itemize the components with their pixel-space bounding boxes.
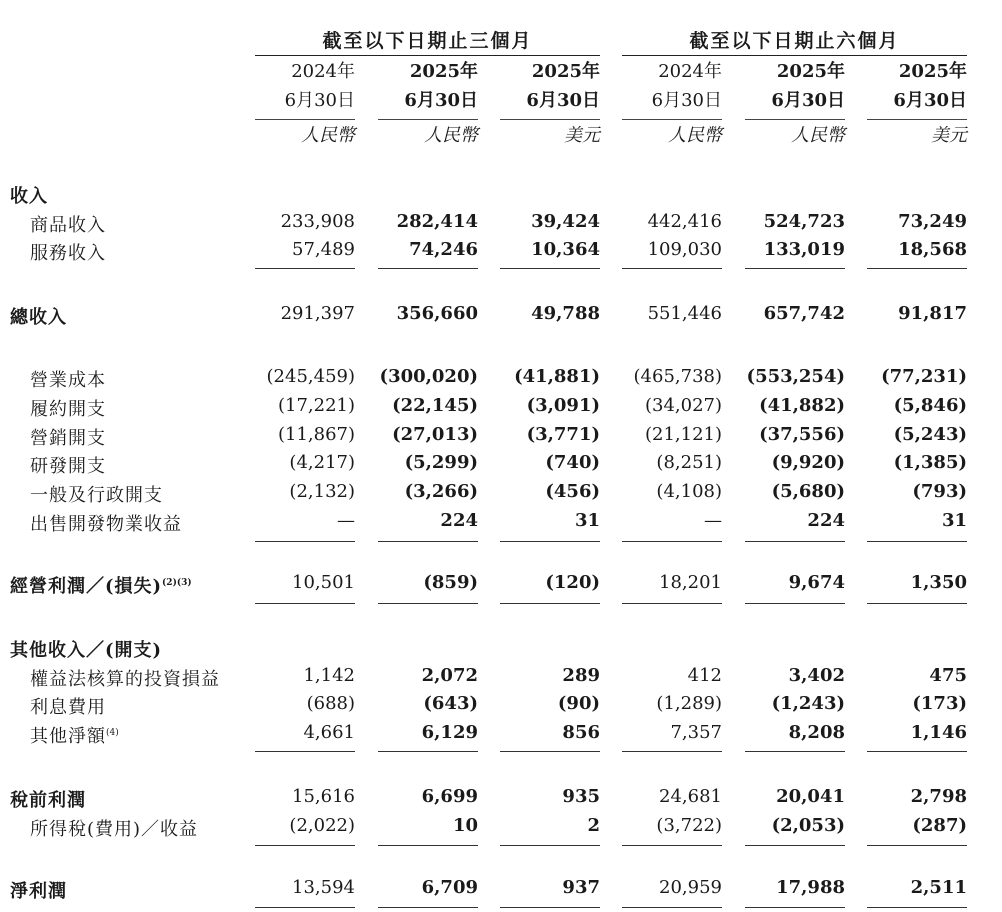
cell-value: (2,022) (289, 815, 355, 836)
cell-value: 18,568 (898, 239, 967, 260)
subtotal-rule (255, 907, 355, 908)
subtotal-rule (622, 845, 722, 846)
table-row-g-and-a (0, 481, 1002, 507)
cell-value: (643) (423, 693, 478, 714)
subtotal-rule (255, 268, 355, 269)
row-label (30, 452, 106, 478)
row-label-text: 收入 (10, 186, 48, 207)
column-date: 6月30日 (651, 90, 722, 111)
column-date: 6月30日 (771, 90, 845, 111)
cell-value: (173) (912, 693, 967, 714)
row-label-text: 其他收入／(開支) (10, 640, 163, 661)
cell-value: 133,019 (763, 239, 845, 260)
cell-value: 856 (562, 722, 600, 743)
row-label-text: 一般及行政開支 (30, 485, 163, 506)
subtotal-rule (500, 268, 600, 269)
cell-value: 6,699 (421, 786, 478, 807)
cell-value: 935 (562, 786, 600, 807)
subtotal-rule (378, 541, 478, 542)
cell-value: 109,030 (647, 239, 722, 260)
group-underline-three-months (255, 55, 600, 56)
cell-value: 282,414 (396, 211, 478, 232)
column-date: 6月30日 (284, 90, 355, 111)
column-year: 2025年 (531, 61, 600, 82)
row-label (30, 665, 220, 691)
cell-value: 2 (587, 815, 600, 836)
footnote-marker: (2)(3) (162, 578, 192, 588)
cell-value: 937 (562, 877, 600, 898)
cell-value: (859) (423, 572, 478, 593)
column-underline (622, 119, 722, 120)
cell-value: (37,556) (759, 424, 845, 445)
row-label-text: 淨利潤 (10, 881, 67, 902)
cell-value: 1,146 (910, 722, 967, 743)
subtotal-rule (500, 751, 600, 752)
cell-value: 10,501 (292, 572, 355, 593)
subtotal-rule (867, 603, 967, 604)
cell-value: 91,817 (898, 303, 967, 324)
cell-value: 475 (929, 665, 967, 686)
row-label-text: 權益法核算的投資損益 (30, 669, 220, 690)
table-row-interest-expense (0, 693, 1002, 719)
subtotal-rule (378, 845, 478, 846)
cell-value: 8,208 (788, 722, 845, 743)
subtotal-rule (622, 603, 722, 604)
cell-value: 49,788 (531, 303, 600, 324)
row-label-text: 利息費用 (30, 697, 106, 718)
row-label (30, 211, 106, 237)
cell-value: (34,027) (644, 395, 722, 416)
row-label-text: 稅前利潤 (10, 790, 86, 811)
table-row-pretax-profit (0, 786, 1002, 812)
cell-value: 9,674 (788, 572, 845, 593)
cell-value: (1,243) (771, 693, 845, 714)
row-label-text: 服務收入 (30, 243, 106, 264)
cell-value: 17,988 (776, 877, 845, 898)
row-label (30, 366, 106, 392)
cell-value: (245,459) (266, 366, 355, 387)
subtotal-rule (745, 603, 845, 604)
cell-value: 57,489 (292, 239, 355, 260)
footnote-marker: (4) (106, 728, 119, 738)
cell-value: 31 (574, 510, 600, 531)
subtotal-rule (867, 751, 967, 752)
cell-value: 224 (440, 510, 478, 531)
table-row-property-gain (0, 510, 1002, 536)
row-label (30, 395, 106, 421)
cell-value: 74,246 (409, 239, 478, 260)
row-label-text: 商品收入 (30, 215, 106, 236)
cell-value: (1,289) (656, 693, 722, 714)
subtotal-rule (622, 541, 722, 542)
cell-value: 6,709 (421, 877, 478, 898)
column-date: 6月30日 (404, 90, 478, 111)
row-label-text: 營銷開支 (30, 428, 106, 449)
subtotal-rule (500, 541, 600, 542)
row-label-text: 總收入 (10, 307, 67, 328)
group-header-three-months: 截至以下日期止三個月 (322, 30, 533, 52)
row-label (10, 303, 67, 329)
cell-value: 442,416 (647, 211, 722, 232)
cell-value: (2,053) (771, 815, 845, 836)
column-date: 6月30日 (893, 90, 967, 111)
table-row-equity-method (0, 665, 1002, 691)
cell-value: 224 (807, 510, 845, 531)
subtotal-rule (867, 268, 967, 269)
cell-value: 2,072 (421, 665, 478, 686)
table-row-cost-of-revenue (0, 366, 1002, 392)
subtotal-rule (378, 268, 478, 269)
cell-value: (456) (545, 481, 600, 502)
cell-value: (300,020) (379, 366, 478, 387)
column-underline (867, 119, 967, 120)
group-header-six-months: 截至以下日期止六個月 (689, 30, 900, 52)
subtotal-rule (500, 907, 600, 908)
column-underline (500, 119, 600, 120)
table-row-rnd (0, 452, 1002, 478)
cell-value: (5,243) (893, 424, 967, 445)
cell-value: (740) (545, 452, 600, 473)
cell-value: 20,959 (659, 877, 722, 898)
cell-value: (3,091) (526, 395, 600, 416)
table-row-product-revenue (0, 211, 1002, 237)
column-year: 2025年 (898, 61, 967, 82)
subtotal-rule (622, 268, 722, 269)
cell-value: 39,424 (531, 211, 600, 232)
cell-value: 289 (562, 665, 600, 686)
cell-value: (2,132) (289, 481, 355, 502)
subtotal-rule (745, 541, 845, 542)
table-row-operating-profit (0, 572, 1002, 598)
cell-value: 24,681 (659, 786, 722, 807)
cell-value: 7,357 (670, 722, 722, 743)
subtotal-rule (622, 751, 722, 752)
row-label (30, 815, 198, 841)
table-row-service-revenue (0, 239, 1002, 265)
row-label-text: 所得稅(費用)／收益 (30, 819, 199, 840)
cell-value: 233,908 (280, 211, 355, 232)
cell-value: 356,660 (396, 303, 478, 324)
column-underline (255, 119, 355, 120)
column-year: 2024年 (658, 61, 722, 82)
subtotal-rule (867, 845, 967, 846)
column-currency: 人民幣 (668, 125, 722, 146)
cell-value: (1,385) (893, 452, 967, 473)
cell-value: (77,231) (881, 366, 967, 387)
table-row-fulfillment (0, 395, 1002, 421)
cell-value: 31 (941, 510, 967, 531)
cell-value: (11,867) (277, 424, 355, 445)
cell-value: (9,920) (771, 452, 845, 473)
cell-value: (4,217) (289, 452, 355, 473)
cell-value: (5,846) (893, 395, 967, 416)
cell-value: 4,661 (303, 722, 355, 743)
subtotal-rule (745, 751, 845, 752)
cell-value: 6,129 (421, 722, 478, 743)
subtotal-rule (378, 751, 478, 752)
column-underline (745, 119, 845, 120)
cell-value: 15,616 (292, 786, 355, 807)
cell-value: — (337, 510, 355, 531)
table-row-net-profit (0, 877, 1002, 903)
row-label-text: 營業成本 (30, 370, 106, 391)
row-label (10, 572, 192, 598)
cell-value: 524,723 (763, 211, 845, 232)
subtotal-rule (867, 541, 967, 542)
row-label (10, 786, 86, 812)
cell-value: (287) (912, 815, 967, 836)
subtotal-rule (255, 845, 355, 846)
row-label (10, 182, 48, 208)
column-underline (378, 119, 478, 120)
row-label (30, 693, 106, 719)
subtotal-rule (255, 541, 355, 542)
column-year: 2025年 (776, 61, 845, 82)
subtotal-rule (745, 907, 845, 908)
row-label-text: 出售開發物業收益 (30, 514, 182, 535)
row-label-text: 研發開支 (30, 456, 106, 477)
column-currency: 人民幣 (424, 125, 478, 146)
table-row-revenue-header (0, 182, 1002, 208)
row-label (30, 481, 163, 507)
cell-value: 3,402 (788, 665, 845, 686)
cell-value: (8,251) (656, 452, 722, 473)
cell-value: (553,254) (746, 366, 845, 387)
table-row-income-tax (0, 815, 1002, 841)
column-year: 2025年 (409, 61, 478, 82)
cell-value: 1,350 (910, 572, 967, 593)
cell-value: 291,397 (280, 303, 355, 324)
row-label (10, 636, 162, 662)
subtotal-rule (745, 268, 845, 269)
cell-value: (4,108) (656, 481, 722, 502)
cell-value: (21,121) (644, 424, 722, 445)
table-row-total-revenue (0, 303, 1002, 329)
cell-value: (688) (306, 693, 355, 714)
row-label (30, 510, 182, 536)
cell-value: 657,742 (763, 303, 845, 324)
row-label (30, 424, 106, 450)
group-underline-six-months (622, 55, 967, 56)
column-currency: 人民幣 (791, 125, 845, 146)
subtotal-rule (500, 603, 600, 604)
cell-value: 20,041 (776, 786, 845, 807)
cell-value: (90) (557, 693, 600, 714)
cell-value: (27,013) (392, 424, 478, 445)
table-row-marketing (0, 424, 1002, 450)
cell-value: 73,249 (898, 211, 967, 232)
subtotal-rule (622, 907, 722, 908)
subtotal-rule (255, 603, 355, 604)
column-year: 2024年 (291, 61, 355, 82)
table-row-others-net (0, 722, 1002, 748)
table-row-other-header (0, 636, 1002, 662)
cell-value: (465,738) (633, 366, 722, 387)
column-date: 6月30日 (526, 90, 600, 111)
cell-value: 1,142 (303, 665, 355, 686)
subtotal-rule (378, 603, 478, 604)
cell-value: (41,882) (759, 395, 845, 416)
subtotal-rule (745, 845, 845, 846)
column-currency: 美元 (564, 125, 600, 146)
cell-value: 10,364 (531, 239, 600, 260)
subtotal-rule (255, 751, 355, 752)
column-currency: 人民幣 (301, 125, 355, 146)
row-label-text: 其他淨額 (30, 726, 106, 747)
subtotal-rule (378, 907, 478, 908)
row-label-text: 經營利潤／(損失) (10, 576, 163, 597)
subtotal-rule (500, 845, 600, 846)
cell-value: 412 (687, 665, 722, 686)
row-label-text: 履約開支 (30, 399, 106, 420)
subtotal-rule (867, 907, 967, 908)
cell-value: (3,771) (526, 424, 600, 445)
cell-value: 551,446 (647, 303, 722, 324)
cell-value: 2,798 (910, 786, 967, 807)
cell-value: 10 (452, 815, 478, 836)
cell-value: (41,881) (514, 366, 600, 387)
row-label (10, 877, 67, 903)
cell-value: (5,680) (771, 481, 845, 502)
row-label (30, 722, 119, 748)
cell-value: (22,145) (392, 395, 478, 416)
cell-value: (3,266) (404, 481, 478, 502)
cell-value: (5,299) (404, 452, 478, 473)
cell-value: (793) (912, 481, 967, 502)
cell-value: — (704, 510, 722, 531)
cell-value: 18,201 (659, 572, 722, 593)
cell-value: 2,511 (910, 877, 967, 898)
column-currency: 美元 (931, 125, 967, 146)
cell-value: (17,221) (277, 395, 355, 416)
cell-value: (120) (545, 572, 600, 593)
row-label (30, 239, 106, 265)
cell-value: (3,722) (656, 815, 722, 836)
cell-value: 13,594 (292, 877, 355, 898)
